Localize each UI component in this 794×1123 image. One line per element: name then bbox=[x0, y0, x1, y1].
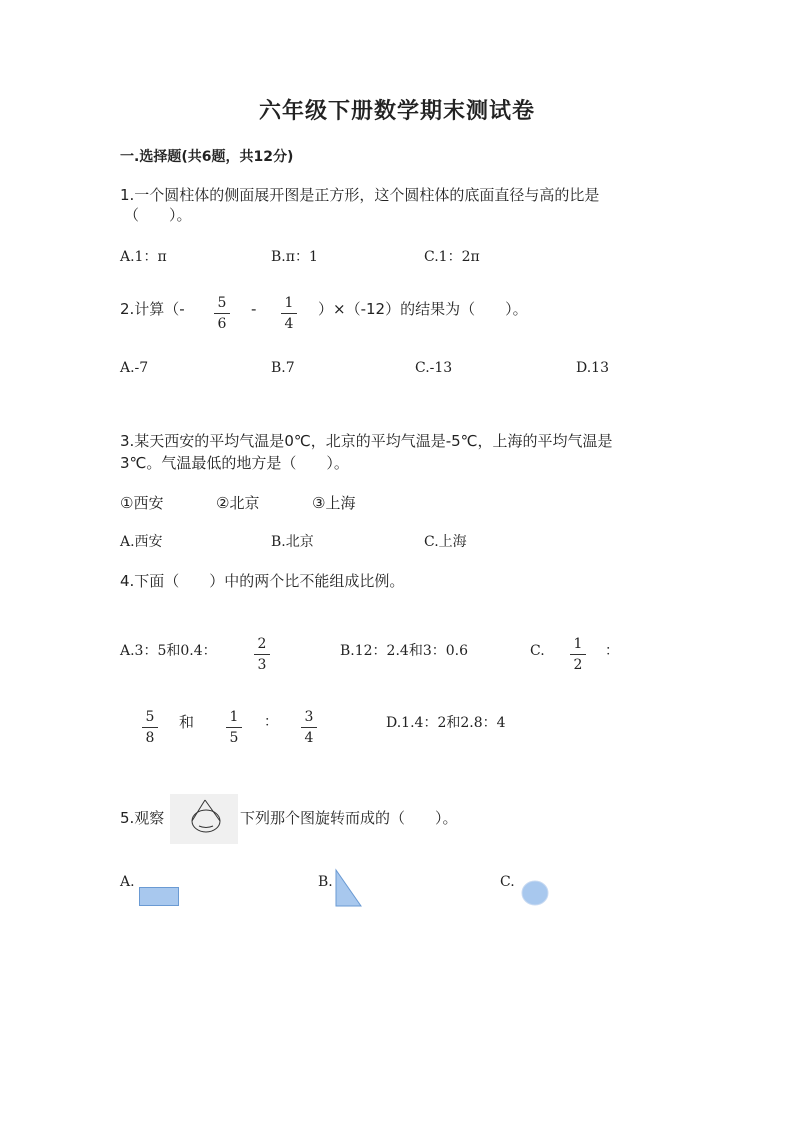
rectangle-shape bbox=[139, 887, 179, 906]
question-2-minus: - bbox=[251, 300, 257, 318]
section-heading: 一.选择题(共6题，共12分) bbox=[120, 149, 294, 165]
question-4-option-b: B.12：2.4和3：0.6 bbox=[340, 643, 468, 659]
question-1-option-b: B.π：1 bbox=[271, 249, 318, 265]
question-5-option-b: B. bbox=[318, 874, 333, 890]
question-4-colon-2: ： bbox=[264, 714, 278, 730]
fraction-numerator: 5 bbox=[145, 709, 155, 725]
question-4-colon: ： bbox=[605, 643, 619, 659]
fraction-numerator: 3 bbox=[304, 709, 314, 725]
question-4-option-a-fraction bbox=[249, 637, 275, 672]
question-5-prefix: 5.观察 bbox=[120, 809, 165, 827]
question-4-option-c-fraction-2 bbox=[137, 710, 163, 745]
question-2-prefix: 2.计算（- bbox=[120, 300, 185, 318]
cone-figure bbox=[170, 794, 238, 844]
question-2-suffix: ）×（-12）的结果为（ ）。 bbox=[318, 300, 528, 318]
question-5-option-a: A. bbox=[120, 874, 135, 890]
question-2-option-b: B.7 bbox=[271, 360, 295, 376]
question-3-choice-2: ②北京 bbox=[216, 494, 260, 512]
fraction-denominator: 4 bbox=[304, 730, 314, 746]
fraction-numerator: 1 bbox=[284, 295, 294, 311]
page-title: 六年级下册数学期末测试卷 bbox=[258, 98, 535, 124]
fraction-denominator: 4 bbox=[284, 316, 294, 332]
question-3-choice-1: ①西安 bbox=[120, 494, 164, 512]
question-5-option-c: C. bbox=[500, 874, 515, 890]
question-4-option-d: D.1.4：2和2.8：4 bbox=[386, 715, 506, 731]
question-4-option-c-fraction-4 bbox=[296, 710, 322, 745]
question-2-fraction-2 bbox=[276, 296, 302, 331]
fraction-denominator: 3 bbox=[257, 657, 267, 673]
fraction-denominator: 2 bbox=[573, 657, 583, 673]
question-4-stem: 4.下面（ ）中的两个比不能组成比例。 bbox=[120, 572, 405, 590]
question-1-option-a: A.1：π bbox=[120, 249, 167, 265]
question-2-option-d: D.13 bbox=[576, 360, 609, 376]
question-1-blank: （ ）。 bbox=[124, 206, 192, 224]
fraction-denominator: 8 bbox=[145, 730, 155, 746]
fraction-numerator: 5 bbox=[217, 295, 227, 311]
fraction-denominator: 5 bbox=[229, 730, 239, 746]
question-1-option-c: C.1：2π bbox=[424, 249, 480, 265]
question-3-option-b: B.北京 bbox=[271, 534, 314, 550]
question-5-suffix: 下列那个图旋转而成的（ ）。 bbox=[240, 809, 458, 827]
fraction-numerator: 2 bbox=[257, 636, 267, 652]
fraction-numerator: 1 bbox=[229, 709, 239, 725]
question-4-option-a: A.3：5和0.4： bbox=[120, 643, 217, 659]
question-4-option-c-fraction-3 bbox=[221, 710, 247, 745]
question-3-option-a: A.西安 bbox=[120, 534, 163, 550]
question-1-stem: 1.一个圆柱体的侧面展开图是正方形，这个圆柱体的底面直径与高的比是 bbox=[120, 186, 600, 204]
question-4-option-c-fraction-1 bbox=[565, 637, 591, 672]
cone-icon bbox=[170, 794, 238, 844]
question-3-option-c: C.上海 bbox=[424, 534, 467, 550]
question-2-option-c: C.-13 bbox=[415, 360, 453, 376]
circle-icon bbox=[520, 879, 550, 907]
question-3-stem: 3.某天西安的平均气温是0℃，北京的平均气温是-5℃，上海的平均气温是 bbox=[120, 432, 613, 450]
fraction-numerator: 1 bbox=[573, 636, 583, 652]
question-4-and: 和 bbox=[179, 713, 195, 731]
fraction-denominator: 6 bbox=[217, 316, 227, 332]
question-2-fraction-1 bbox=[209, 296, 235, 331]
question-4-option-c: C. bbox=[530, 643, 545, 659]
question-3-choice-3: ③上海 bbox=[312, 494, 356, 512]
question-3-stem-continued: 3℃。气温最低的地方是（ ）。 bbox=[120, 454, 349, 472]
right-triangle-icon bbox=[334, 868, 364, 908]
question-2-option-a: A.-7 bbox=[120, 360, 149, 376]
